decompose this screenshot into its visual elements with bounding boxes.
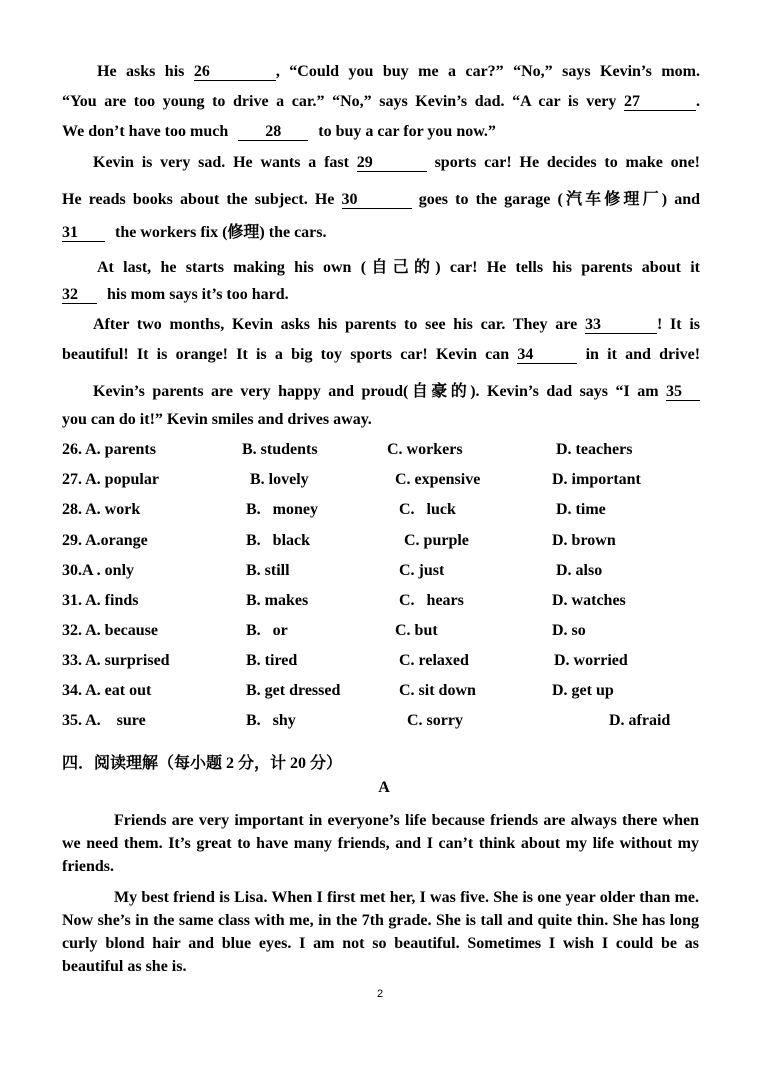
option-31-a: 31. A. finds: [62, 592, 139, 609]
blank-35: 35: [666, 383, 700, 401]
option-row-33: [62, 652, 702, 674]
option-row-27: [62, 471, 702, 493]
option-row-26: [62, 441, 702, 463]
cloze-line-9: After two months, Kevin asks his parents to see his car. They are 33 ! It is: [93, 316, 701, 333]
blank-33: 33: [585, 316, 657, 334]
blank-32: 32: [62, 286, 97, 304]
option-28-d: D. time: [556, 501, 606, 518]
option-27-c: C. expensive: [395, 471, 481, 488]
option-29-b: B. black: [246, 532, 311, 549]
option-31-b: B. makes: [246, 592, 309, 609]
option-34-a: 34. A. eat out: [62, 682, 152, 699]
option-35-c: C. sorry: [407, 712, 463, 729]
option-33-c: C. relaxed: [399, 652, 469, 669]
option-26-d: D. teachers: [556, 441, 633, 458]
option-27-a: 27. A. popular: [62, 471, 159, 488]
option-26-a: 26. A. parents: [62, 441, 156, 458]
option-31-c: C. hears: [399, 592, 464, 609]
cloze-line-2: “You are too young to drive a car.” “No,” says Kevin’s dad. “A car is very 27 .: [62, 93, 701, 110]
cloze-line-3: We don’t have too much 28 to buy a car for you now.”: [62, 123, 496, 140]
option-28-b: B. money: [246, 501, 318, 518]
option-row-32: [62, 622, 702, 644]
cloze-line-8: 32 his mom says it’s too hard.: [62, 286, 289, 303]
option-34-c: C. sit down: [399, 682, 476, 699]
cloze-line-4: Kevin is very sad. He wants a fast 29 sports car! He decides to make one!: [93, 154, 701, 171]
option-35-b: B. shy: [246, 712, 296, 729]
option-29-d: D. brown: [552, 532, 616, 549]
option-29-a: 29. A.orange: [62, 532, 148, 549]
cloze-line-6: 31 the workers fix (修理) the cars.: [62, 224, 327, 241]
option-35-d: D. afraid: [609, 712, 671, 729]
reading-paragraph-2: My best friend is Lisa. When I first met her, I was five. She is one year older than me. Now she’s in the same class with me, in the 7th grade. She is tall and quite thin. She has long curly blond hair and blue eyes. I am not so beautiful. Sometimes I wish I could be as beautiful as she is.: [62, 889, 699, 975]
option-27-b: B. lovely: [250, 471, 309, 488]
option-33-a: 33. A. surprised: [62, 652, 170, 669]
option-31-d: D. watches: [552, 592, 626, 609]
blank-29: 29: [357, 154, 427, 172]
option-32-b: B. or: [246, 622, 288, 639]
option-33-d: D. worried: [554, 652, 628, 669]
blank-30: 30: [342, 191, 412, 209]
cloze-line-12: you can do it!” Kevin smiles and drives away.: [62, 411, 372, 428]
blank-34: 34: [517, 346, 577, 364]
option-row-30: [62, 562, 702, 584]
option-row-31: [62, 592, 702, 614]
blank-26: 26: [194, 63, 276, 81]
option-30-a: 30.A . only: [62, 562, 135, 579]
option-28-a: 28. A. work: [62, 501, 141, 518]
option-35-a: 35. A. sure: [62, 712, 146, 729]
option-30-b: B. still: [246, 562, 290, 579]
passage-letter: A: [378, 779, 390, 796]
option-26-b: B. students: [242, 441, 318, 458]
option-32-d: D. so: [552, 622, 586, 639]
option-27-d: D. important: [552, 471, 641, 488]
reading-paragraph-1: Friends are very important in everyone’s life because friends are always there when we need them. It’s great to have many friends, and I can’t think about my life without my friends.: [62, 812, 699, 875]
blank-31: 31: [62, 224, 105, 242]
option-28-c: C. luck: [399, 501, 456, 518]
cloze-line-10: beautiful! It is orange! It is a big toy sports car! Kevin can 34 in it and drive!: [62, 346, 701, 363]
option-row-29: [62, 532, 702, 554]
cloze-line-1: He asks his 26 , “Could you buy me a car?” “No,” says Kevin’s mom.: [97, 63, 700, 80]
option-26-c: C. workers: [387, 441, 463, 458]
option-row-35: [62, 712, 702, 734]
option-row-34: [62, 682, 702, 704]
cloze-line-5: He reads books about the subject. He 30 goes to the garage (汽车修理厂) and: [62, 191, 700, 208]
option-33-b: B. tired: [246, 652, 298, 669]
option-32-c: C. but: [395, 622, 438, 639]
option-30-d: D. also: [556, 562, 603, 579]
option-34-d: D. get up: [552, 682, 614, 699]
option-29-c: C. purple: [404, 532, 469, 549]
cloze-line-7: At last, he starts making his own (自己的) car! He tells his parents about it: [97, 259, 700, 276]
option-32-a: 32. A. because: [62, 622, 158, 639]
option-34-b: B. get dressed: [246, 682, 341, 699]
blank-27: 27: [624, 93, 696, 111]
page-number: 2: [376, 988, 384, 1000]
option-row-28: [62, 501, 702, 523]
cloze-line-11: Kevin’s parents are very happy and proud(自豪的). Kevin’s dad says “I am 35: [62, 378, 700, 401]
option-30-c: C. just: [399, 562, 445, 579]
section-title: 四．阅读理解（每小题 2 分，计 20 分）: [62, 755, 343, 772]
blank-28: 28: [238, 123, 308, 141]
